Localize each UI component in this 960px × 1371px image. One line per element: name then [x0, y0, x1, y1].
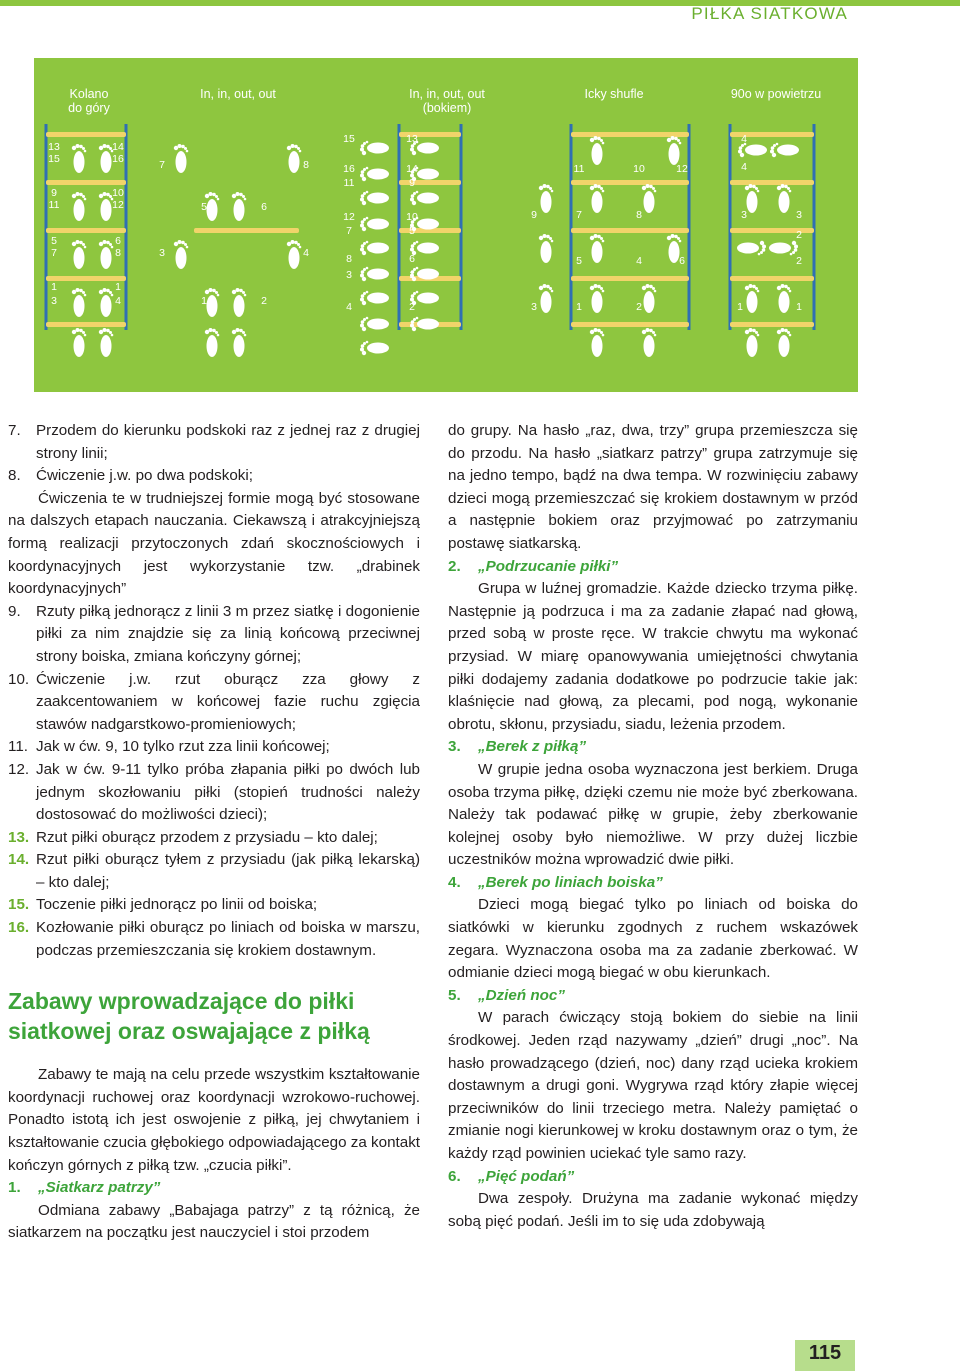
step-number: 4 — [303, 247, 309, 259]
list-item-number: 8. — [8, 467, 21, 485]
game-title-text: „Berek po liniach boiska” — [478, 873, 663, 891]
page-header — [0, 0, 960, 30]
footprint-icon — [667, 136, 682, 165]
footprint-icon — [777, 328, 792, 357]
game-title-5 — [448, 985, 858, 1008]
list-item — [8, 894, 420, 917]
footprint-icon — [539, 234, 554, 263]
footprint-icon — [360, 217, 389, 232]
section-heading: Zabawy wprowadzające do piłki siatkowej oraz oswajające z piłką — [8, 988, 370, 1045]
step-number: 10 — [633, 163, 645, 175]
list-item-number: 10. — [8, 670, 30, 688]
list-item-text: Toczenie piłki jednorącz po linii od boiska; — [36, 896, 318, 914]
footprint-icon — [360, 291, 389, 306]
step-number: 3 — [159, 247, 165, 259]
footprint-icon — [72, 144, 87, 173]
step-number: 12 — [112, 199, 124, 211]
list-item-text: Jak w ćw. 9-11 tylko próba złapania piłki po dwóch lub jednym skozłowaniu piłki (stopień trudności należy dostosować do możliwości dzieci); — [36, 760, 420, 824]
list-item — [8, 827, 420, 850]
list-item-number: 13. — [8, 828, 30, 846]
step-number: 14 — [406, 163, 418, 175]
list-item — [8, 759, 420, 827]
game-number: 1. — [8, 1179, 21, 1197]
step-number: 13 — [406, 133, 418, 145]
list-item — [8, 917, 420, 962]
figure-caption: Icky shufle — [584, 87, 644, 101]
game-text: W parach ćwiczący stoją bokiem do siebie na linii środkowej. Jeden rząd nazywamy „dzień” drugi „noc”. Na hasło prowadzącego (dzień, noc) dany rząd ucieka krokiem dostawnym a drugi goni. Wygrywa rząd który złapie więcej przeciwników do linii trzeciego metra. Należy pamiętać o zmianie nogi kierunkowej w kroku dostawnym oraz o tym, że każdy rząd powinien uciekać tyle samo razy. — [448, 1009, 858, 1162]
list-item — [8, 420, 420, 465]
footprint-icon — [205, 288, 220, 317]
list-item-text: Ćwiczenie j.w. po dwa podskoki; — [36, 467, 253, 485]
game-text: Dzieci mogą biegać tylko po liniach od boiska do siatkówki w kierunku zgodnych z ruchem wskazówek zegara. Wyznaczona osoba ma za zadanie zberkować. W odmianie dzieci mogą biegać w obu kierunkach. — [448, 896, 858, 982]
step-number: 4 — [115, 295, 121, 307]
step-number: 8 — [636, 209, 642, 221]
footprint-icon — [777, 284, 792, 313]
step-number: 5 — [51, 235, 57, 247]
step-number: 13 — [48, 141, 60, 153]
figure-caption: 90o w powietrzu — [730, 87, 822, 101]
footprint-icon — [287, 144, 302, 173]
step-number: 6 — [409, 253, 415, 265]
list-item — [8, 669, 420, 737]
step-number: 7 — [159, 159, 165, 171]
footprint-icon — [360, 191, 389, 206]
step-number: 11 — [343, 177, 355, 189]
step-number: 1 — [737, 301, 743, 313]
footprint-icon — [590, 328, 605, 357]
list-item-text: Rzut piłki oburącz przodem z przysiadu – kto dalej; — [36, 828, 378, 846]
left-column — [8, 420, 420, 1245]
footprint-icon — [737, 241, 766, 256]
footprint-icon — [232, 288, 247, 317]
step-number: 3 — [346, 269, 352, 281]
footprint-icon — [539, 184, 554, 213]
step-number: 4 — [741, 161, 747, 173]
ladder-rung — [571, 132, 689, 137]
paragraph-ladders: Ćwiczenia te w trudniejszej formie mogą być stosowane na dalszych etapach nauczania. Ciekawszą i atrakcyjniejszą formą realizacji przytoczonych zdań skocznościowych i koordynacyjnych jest wykorzystanie tzw. „drabinek koordynacyjnych” — [8, 489, 420, 598]
footprint-icon — [360, 267, 389, 282]
footprint-icon — [410, 191, 439, 206]
footprint-icon — [360, 241, 389, 256]
step-number: 12 — [676, 163, 688, 175]
step-number: 10 — [112, 187, 124, 199]
footprint-icon — [99, 328, 114, 357]
footprint-icon — [360, 341, 389, 356]
footprint-icon — [769, 241, 798, 256]
figure-caption: In, in, out, out — [409, 87, 485, 101]
right-column — [448, 420, 858, 1233]
step-number: 11 — [573, 163, 585, 175]
list-item-text: Przodem do kierunku podskoki raz z jednej raz z drugiej strony linii; — [36, 422, 420, 462]
step-number: 1 — [796, 301, 802, 313]
game-title-6 — [448, 1166, 858, 1189]
step-number: 6 — [261, 201, 267, 213]
step-number: 2 — [409, 301, 415, 313]
footprint-icon — [360, 167, 389, 182]
step-number: 1 — [409, 269, 415, 281]
game-title-text: „Dzień noc” — [478, 986, 565, 1004]
footprint-icon — [360, 141, 389, 156]
list-item-number: 16. — [8, 919, 30, 937]
ladder-rung — [571, 276, 689, 281]
step-number: 3 — [51, 295, 57, 307]
footprint-icon — [232, 192, 247, 221]
ladder-rung — [46, 132, 126, 137]
footprint-icon — [174, 144, 189, 173]
step-number: 8 — [115, 247, 121, 259]
step-number: 9 — [409, 177, 415, 189]
step-number: 6 — [115, 235, 121, 247]
step-number: 6 — [679, 255, 685, 267]
step-number: 9 — [51, 187, 57, 199]
step-number: 16 — [112, 153, 124, 165]
step-number: 5 — [576, 255, 582, 267]
page-number: 115 — [808, 1342, 842, 1364]
step-number: 1 — [51, 281, 57, 293]
step-number: 1 — [576, 301, 582, 313]
step-number: 1 — [115, 281, 121, 293]
figure-caption: Kolano — [69, 87, 109, 101]
footprint-icon — [72, 328, 87, 357]
game-title-1 — [8, 1177, 420, 1200]
footprint-icon — [287, 240, 302, 269]
footprint-icon — [174, 240, 189, 269]
footprint-icon — [590, 234, 605, 263]
ladder-rung — [730, 322, 814, 327]
list-item — [8, 849, 420, 894]
footprint-icon — [72, 192, 87, 221]
list-item-text: Jak w ćw. 9, 10 tylko rzut zza linii końcowej; — [36, 738, 330, 756]
figure-caption: do góry — [68, 101, 110, 115]
ladder-diagram — [34, 58, 858, 392]
footprint-icon — [745, 328, 760, 357]
game-text: Dwa zespoły. Drużyna ma zadanie wykonać między sobą pięć podań. Jeśli im to się uda zdobywają — [448, 1190, 858, 1230]
step-number: 2 — [261, 295, 267, 307]
footprint-icon — [72, 288, 87, 317]
ladder-rung — [571, 228, 689, 233]
step-number: 2 — [796, 229, 802, 241]
list-item-number: 11. — [8, 738, 28, 756]
section-intro: Zabawy te mają na celu przede wszystkim kształtowanie koordynacji ruchowej oraz koordynacji wzrokowo-ruchowej. Ponadto istotą ich jest oswojenie z piłką, jej chwytaniem i kształtowanie czucia głębokiego odpowiadającego za kontakt kończyn górnych z piłką tzw. „czucia piłki”. — [8, 1066, 421, 1174]
list-item — [8, 601, 420, 669]
game-number: 2. — [448, 557, 461, 575]
game-title-text: „Siatkarz patrzy” — [38, 1179, 161, 1197]
paragraph-continued: do grupy. Na hasło „raz, dwa, trzy” grupa przemieszcza się do przodu. Na hasło „siatkarz patrzy” grupa zatrzymuje się na jedno tempo, bądź na dwa tempa. W rozwinięciu zabawy dzieci mogą przemieszczać się krokiem dostawnym w przód a następnie bokiem oraz przyjmować po zatrzymaniu postawę siatkarską. — [448, 422, 858, 552]
game-title-3 — [448, 736, 858, 759]
footprint-icon — [770, 143, 799, 158]
step-number: 5 — [409, 225, 415, 237]
footprint-icon — [590, 184, 605, 213]
game-number: 5. — [448, 986, 461, 1004]
ladder-rung — [730, 276, 814, 281]
list-item-text: Ćwiczenie j.w. rzut oburącz zza głowy z zaakcentowaniem w końcowej fazie ruchu zgięcia stawów nadgarstkowo-promieniowych; — [36, 670, 420, 733]
step-number: 3 — [531, 301, 537, 313]
ladder-rung — [46, 276, 126, 281]
list-item-number: 12. — [8, 760, 30, 778]
step-number: 4 — [636, 255, 642, 267]
footprint-icon — [590, 136, 605, 165]
list-item-number: 14. — [8, 851, 30, 869]
coordination-ladders-figure — [34, 58, 858, 392]
game-text: Grupa w luźnej gromadzie. Każde dziecko trzyma piłkę. Następnie ją podrzuca i ma za zadanie złapać nad głową, przed sobą w proste ręce. W trakcie chwytu ma wykonać przysiad. W miarę opanowywania umiejętności chwytania piłki dodajemy zadania dodatkowe po podrzucie takie jak: klaśnięcie nad głową, za plecami, pod nogą, wykonanie obrotu, skłonu, przysiadu, siadu, leżenia przodem. — [448, 580, 858, 733]
footprint-icon — [642, 328, 657, 357]
step-number: 12 — [343, 211, 355, 223]
step-number: 11 — [48, 199, 60, 211]
footprint-icon — [745, 284, 760, 313]
footprint-icon — [72, 240, 87, 269]
footprint-icon — [99, 288, 114, 317]
list-item — [8, 736, 420, 759]
step-number: 14 — [112, 141, 124, 153]
footprint-icon — [539, 284, 554, 313]
list-item-number: 7. — [8, 422, 21, 439]
list-item-text: Kozłowanie piłki oburącz po liniach od boiska w marszu, podczas przemieszczania się krokiem dostawnym. — [36, 919, 420, 959]
step-number: 3 — [796, 209, 802, 221]
footprint-icon — [99, 192, 114, 221]
footprint-icon — [745, 184, 760, 213]
game-text: W grupie jedna osoba wyznaczona jest berkiem. Druga osoba trzyma piłkę, dzięki czemu nie może być zberkowana. Należy tak podawać piłkę w grupie, żeby zberkowanie kolejnej osoby było niemożliwe. W przy dużej liczbie uczestników można wprowadzić dwie piłki. — [448, 760, 858, 869]
list-item-text: Rzuty piłką jednorącz z linii 3 m przez siatkę i dogonienie piłki za nim znajdzie się za linią końcową przeciwnej strony boiska, zmiana kończyny górnej; — [36, 602, 420, 665]
footprint-icon — [232, 328, 247, 357]
list-item-text: Rzut piłki oburącz tyłem z przysiadu (jak piłką lekarską) – kto dalej; — [36, 851, 420, 891]
running-title: PIŁKA SIATKOWA — [691, 4, 848, 23]
ladder-rung — [730, 180, 814, 185]
game-title-text: „Podrzucanie piłki” — [478, 557, 619, 575]
step-number: 7 — [346, 225, 352, 237]
game-number: 4. — [448, 873, 461, 891]
step-number: 10 — [406, 211, 418, 223]
ladder-rung — [194, 228, 299, 233]
list-item-number: 15. — [8, 896, 30, 914]
step-number: 15 — [48, 153, 60, 165]
game-number: 6. — [448, 1167, 461, 1185]
ladder-rung — [46, 322, 126, 327]
step-number: 3 — [741, 209, 747, 221]
ladder-rung — [46, 180, 126, 185]
figure-caption: (bokiem) — [422, 101, 472, 115]
step-number: 4 — [741, 133, 747, 145]
step-number: 9 — [531, 209, 537, 221]
step-number: 8 — [303, 159, 309, 171]
ladder-rung — [571, 180, 689, 185]
footprint-icon — [642, 284, 657, 313]
footprint-icon — [360, 317, 389, 332]
step-number: 7 — [576, 209, 582, 221]
list-item-number: 9. — [8, 602, 21, 620]
game-title-2 — [448, 556, 858, 579]
step-number: 2 — [796, 255, 802, 267]
game-title-text: „Pięć podań” — [478, 1167, 575, 1185]
game-text-1: Odmiana zabawy „Babajaga patrzy” z tą różnicą, że siatkarzem na początku jest nauczyciel i stoi przodem — [8, 1201, 420, 1242]
step-number: 1 — [201, 295, 207, 307]
figure-caption: In, in, out, out — [200, 87, 276, 101]
footprint-icon — [642, 184, 657, 213]
footprint-icon — [590, 284, 605, 313]
ladder-rung — [46, 228, 126, 233]
game-title-text: „Berek z piłką” — [478, 738, 587, 756]
footprint-icon — [99, 144, 114, 173]
step-number: 16 — [343, 163, 355, 175]
step-number: 2 — [636, 301, 642, 313]
list-item — [8, 465, 420, 488]
footprint-icon — [205, 192, 220, 221]
step-number: 7 — [51, 247, 57, 259]
step-number: 8 — [346, 253, 352, 265]
game-number: 3. — [448, 738, 461, 756]
step-number: 4 — [346, 301, 352, 313]
step-number: 15 — [343, 133, 355, 145]
game-title-4 — [448, 872, 858, 895]
footprint-icon — [777, 184, 792, 213]
step-number: 5 — [201, 201, 207, 213]
footprint-icon — [99, 240, 114, 269]
ladder-rung — [571, 322, 689, 327]
footprint-icon — [205, 328, 220, 357]
